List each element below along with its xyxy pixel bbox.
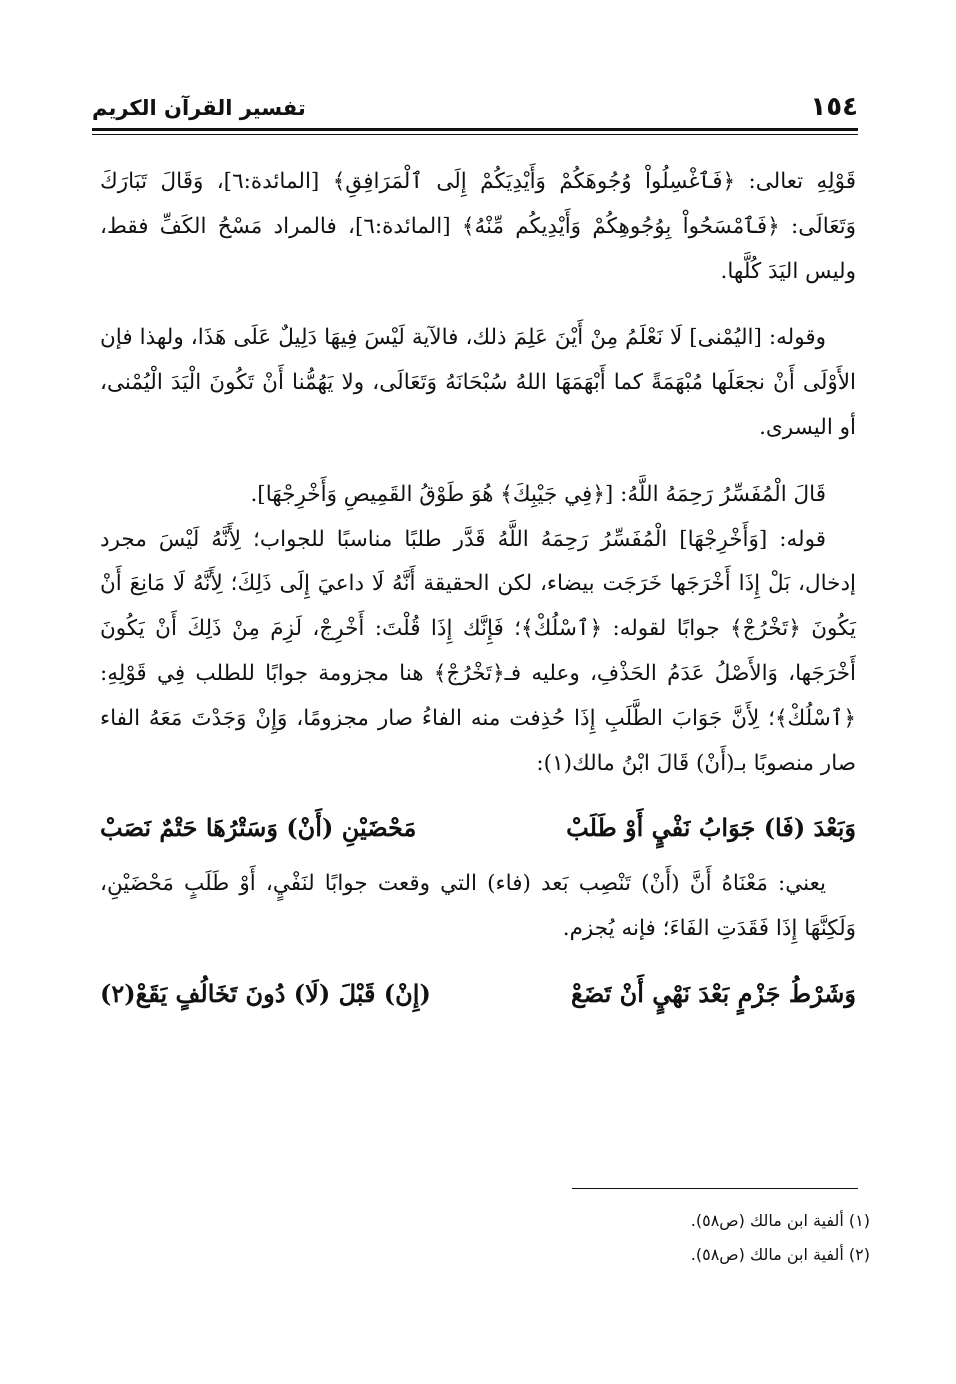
verse-2-second-hemistich: (إِنْ) قَبْلَ (لَا) دُونَ تَخَالُفٍ يَقَعْ(٢): [100, 978, 431, 1008]
paragraph-5: يعني: مَعْنَاهُ أَنَّ (أَنْ) تَنْصِب بَعد (فاء) التي وقعت جوابًا لنَفْيٍ، أَوْ طَلَبٍ مَحْضَيْنِ، وَلَكِنَّهَا إِذَا فَقَدَتِ الفَاءَ؛ فإنه يُجزم.: [100, 871, 856, 942]
running-title: تفسير القرآن الكريم: [92, 96, 306, 120]
verse-2-first-hemistich: وَشَرْطُ جَزْمٍ بَعْدَ نَهْيٍ أَنْ تَضَعْ: [570, 978, 856, 1008]
header-rule-thin: [92, 134, 858, 135]
paragraph-2: وقوله: [اليُمْنى] لَا نَعْلَمُ مِنْ أَيْنَ عَلِمَ ذلك، فالآية لَيْسَ فِيهَا دَلِيلٌ عَلَى هَذَا، ولهذا فإن الأَوْلَى أَنْ نجعَلَها مُبْهَمَةً كما أَبْهَمَهَا اللهُ سُبْحَانَهُ وَتَعَالَى، ولا يَهُمُّنا أَنْ تَكُونَ الْيَدَ الْيُمْنى، أو اليسرى.: [100, 325, 856, 440]
footnote-1: (١) ألفية ابن مالك (ص٥٨).: [690, 1211, 870, 1230]
body-text: [100, 160, 856, 1028]
verse-1-second-hemistich: مَحْضَيْنِ (أَنْ) وَسَتْرُهَا حَتْمٌ نَصَبْ: [100, 813, 417, 843]
page-number: ١٥٤: [810, 92, 858, 122]
verse-2: [100, 966, 856, 1022]
verse-1: [100, 800, 856, 856]
verse-1-first-hemistich: وَبَعْدَ (فَا) جَوَابُ نَفْيٍ أَوْ طَلَبْ: [566, 813, 856, 843]
footnote-2: (٢) ألفية ابن مالك (ص٥٨).: [690, 1245, 870, 1264]
paragraph-4: قوله: [وَأَخْرِجْهَا] الْمُفَسِّرُ رَحِمَهُ اللَّهُ قَدَّر طلبًا مناسبًا للجواب؛ لِأَنَّهُ لَيْسَ مجرد إدخال، بَلْ إِذَا أَخْرَجَها خَرَجَت بيضاء، لكن الحقيقة أَنَّهُ لَا داعيَ إِلَى ذَلِكَ؛ لِأَنَّهُ لَا مَانِعَ أَنْ يَكُونَ ﴿تَخْرُجْ﴾ جوابًا لقوله: ﴿ٱسْلُكْ﴾؛ فَإِنَّك إِذَا قُلْتَ: أَخْرِجْ، لَزِمَ مِنْ ذَلِكَ أَنْ يَكُونَ أَخْرَجَها، وَالأَصْلُ عَدَمُ الحَذْفِ، وعليه فـ﴿تَخْرُجْ﴾ هنا مجزومة جوابًا للطلب فِي قَوْلِهِ: ﴿ٱسْلُكْ﴾؛ لِأَنَّ جَوَابَ الطَّلَبِ إِذَا حُذِفت منه الفاءُ صار مجزومًا، وَإِنْ وَجَدْتَ مَعَهُ الفاء صار منصوبًا بـ(أَنْ) قَالَ ابْنُ مالك(١):: [100, 526, 856, 776]
header-rule: [92, 128, 858, 131]
paragraph-1: قَوْلِهِ تعالى: ﴿فَٱغْسِلُواْ وُجُوهَكُمْ وَأَيْدِيَكُمْ إِلَى ٱلْمَرَافِقِ﴾ [المائدة:٦]، وَقَالَ تَبَارَكَ وَتَعَالَى: ﴿فَٱمْسَحُواْ بِوُجُوهِكُمْ وَأَيْدِيكُم مِّنْهُ﴾ [المائدة:٦]، فالمراد مَسْحُ الكَفِّ فقط، وليس اليَدَ كُلَّها.: [100, 169, 856, 284]
page-header: [92, 92, 858, 128]
footnotes: [100, 1204, 870, 1272]
paragraph-3: قَالَ الْمُفَسِّرُ رَحِمَهُ اللَّهُ: [﴿فِي جَيْبِكَ﴾ هُوَ طَوْقُ القَمِيصِ وَأَخْرِجْهَا].: [250, 481, 826, 507]
footnote-separator: [572, 1188, 858, 1189]
